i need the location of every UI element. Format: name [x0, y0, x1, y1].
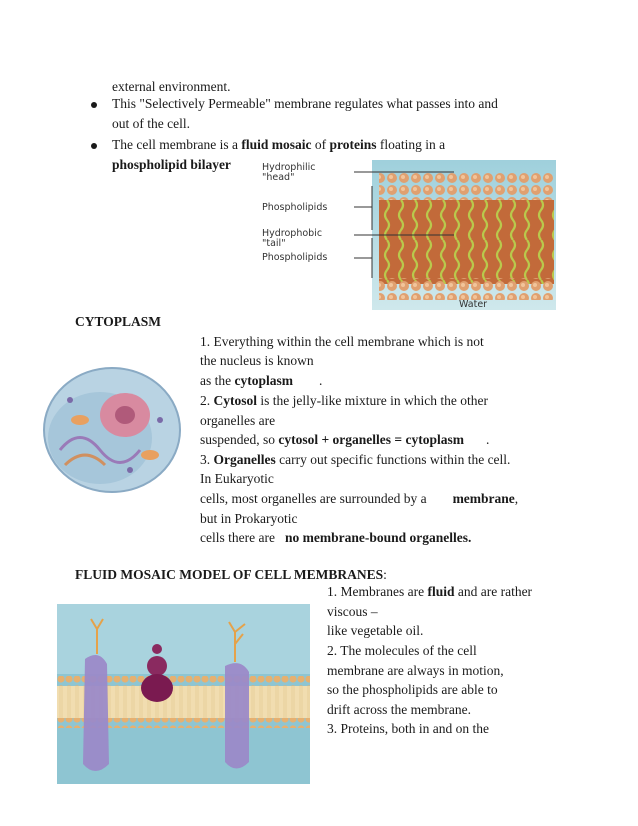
cytoplasm-p3-line-2: In Eukaryotic: [200, 471, 274, 486]
fluid-mosaic-heading: FLUID MOSAIC MODEL OF CELL MEMBRANES:: [75, 567, 387, 582]
label-hydrophobic: Hydrophobic: [262, 228, 323, 239]
label-water: Water: [459, 299, 488, 310]
fluid-mosaic-line-2: viscous –: [327, 604, 378, 619]
label-head: "head": [262, 172, 295, 183]
bullet-2-line-1: The cell membrane is a fluid mosaic of proteins floating in a: [112, 137, 446, 152]
cytoplasm-p1-line-1: 1. Everything within the cell membrane which is not: [200, 334, 484, 349]
cytoplasm-heading: CYTOPLASM: [75, 314, 162, 329]
cytoplasm-p3-line-1: 3. Organelles carry out specific functions within the cell.: [200, 452, 511, 467]
cytoplasm-p3-line-4: but in Prokaryotic: [200, 511, 298, 526]
label-phospholipids-bottom: Phospholipids: [262, 252, 328, 263]
fluid-mosaic-line-4: 2. The molecules of the cell: [327, 643, 477, 658]
bullet-1-line-2: out of the cell.: [112, 116, 190, 131]
fluid-mosaic-line-5: membrane are always in motion,: [327, 663, 504, 678]
cytoplasm-p1-line-2: the nucleus is known: [200, 353, 314, 368]
fluid-mosaic-membrane-illustration: [57, 604, 310, 784]
bullet-dot: [91, 143, 97, 149]
label-phospholipids-top: Phospholipids: [262, 202, 328, 213]
fluid-mosaic-line-7: drift across the membrane.: [327, 702, 471, 717]
bullet-dot: [91, 102, 97, 108]
bullet-1-line-1: This "Selectively Permeable" membrane regulates what passes into and: [112, 96, 498, 111]
fluid-mosaic-line-8: 3. Proteins, both in and on the: [327, 721, 489, 736]
label-tail: "tail": [262, 238, 286, 249]
cytoplasm-p2-line-2: organelles are: [200, 413, 276, 428]
phospholipid-bilayer-figure: [254, 160, 556, 310]
cytoplasm-p3-line-5: cells there are no membrane-bound organelles.: [200, 530, 472, 545]
intro-line: external environment.: [112, 79, 231, 94]
animal-cell-illustration: [40, 360, 185, 500]
fluid-mosaic-line-6: so the phospholipids are able to: [327, 682, 498, 697]
cytoplasm-p3-line-3: cells, most organelles are surrounded by a membrane,: [200, 491, 519, 506]
cytoplasm-p2-line-3: suspended, so cytosol + organelles = cytoplasm .: [200, 432, 490, 447]
cytoplasm-p1-line-3: as the cytoplasm .: [200, 373, 323, 388]
cytoplasm-p2-line-1: 2. Cytosol is the jelly-like mixture in which the other: [200, 393, 488, 408]
bullet-2-line-2: phospholipid bilayer: [112, 157, 231, 172]
fluid-mosaic-line-1: 1. Membranes are fluid and are rather: [327, 584, 533, 599]
fluid-mosaic-line-3: like vegetable oil.: [327, 623, 424, 638]
label-hydrophilic: Hydrophilic: [262, 162, 316, 173]
